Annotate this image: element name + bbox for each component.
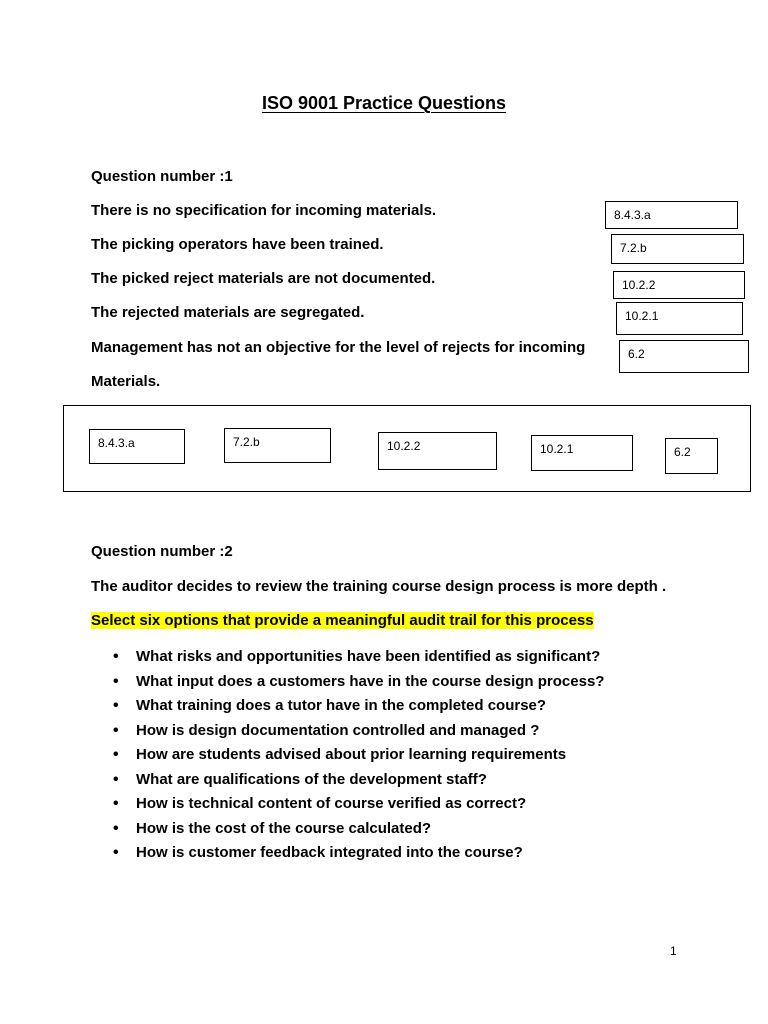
question-1-line: The rejected materials are segregated. bbox=[91, 304, 365, 321]
question-1-line: Management has not an objective for the level of rejects for incoming bbox=[91, 339, 586, 356]
option-box[interactable]: 10.2.1 bbox=[531, 435, 633, 471]
question-1-line: Materials. bbox=[91, 373, 161, 390]
option-box[interactable]: 7.2.b bbox=[224, 428, 331, 463]
question-2-heading: Question number :2 bbox=[91, 543, 233, 560]
question-1-line: The picked reject materials are not documented. bbox=[91, 270, 436, 287]
question-1-line: There is no specification for incoming materials. bbox=[91, 202, 437, 219]
answer-box[interactable]: 8.4.3.a bbox=[605, 201, 738, 229]
question-2-options-list bbox=[113, 648, 604, 869]
highlighted-instruction: Select six options that provide a meaningful audit trail for this process bbox=[91, 612, 594, 629]
list-item: • How is design documentation controlled and managed ? bbox=[113, 722, 604, 747]
page-number: 1 bbox=[670, 944, 677, 958]
answer-box[interactable]: 10.2.2 bbox=[613, 271, 745, 299]
list-item: • How is the cost of the course calculated? bbox=[113, 820, 604, 845]
list-item: • How is technical content of course verified as correct? bbox=[113, 795, 604, 820]
option-box[interactable]: 10.2.2 bbox=[378, 432, 497, 470]
list-item: • What risks and opportunities have been identified as significant? bbox=[113, 648, 604, 673]
document-title: ISO 9001 Practice Questions bbox=[261, 93, 507, 113]
option-box[interactable]: 6.2 bbox=[665, 438, 718, 474]
option-box[interactable]: 8.4.3.a bbox=[89, 429, 185, 464]
question-1-line: The picking operators have been trained. bbox=[91, 236, 384, 253]
list-item: • What input does a customers have in the course design process? bbox=[113, 673, 604, 698]
answer-box[interactable]: 6.2 bbox=[619, 340, 749, 373]
question-2-statement: The auditor decides to review the training course design process is more depth . bbox=[91, 578, 667, 595]
answer-box[interactable]: 7.2.b bbox=[611, 234, 744, 264]
list-item: • How is customer feedback integrated into the course? bbox=[113, 844, 604, 869]
answer-box[interactable]: 10.2.1 bbox=[616, 302, 743, 335]
list-item: • What are qualifications of the development staff? bbox=[113, 771, 604, 796]
list-item: • What training does a tutor have in the completed course? bbox=[113, 697, 604, 722]
list-item: • How are students advised about prior learning requirements bbox=[113, 746, 604, 771]
question-2-instruction bbox=[91, 612, 594, 629]
question-1-heading: Question number :1 bbox=[91, 168, 233, 185]
